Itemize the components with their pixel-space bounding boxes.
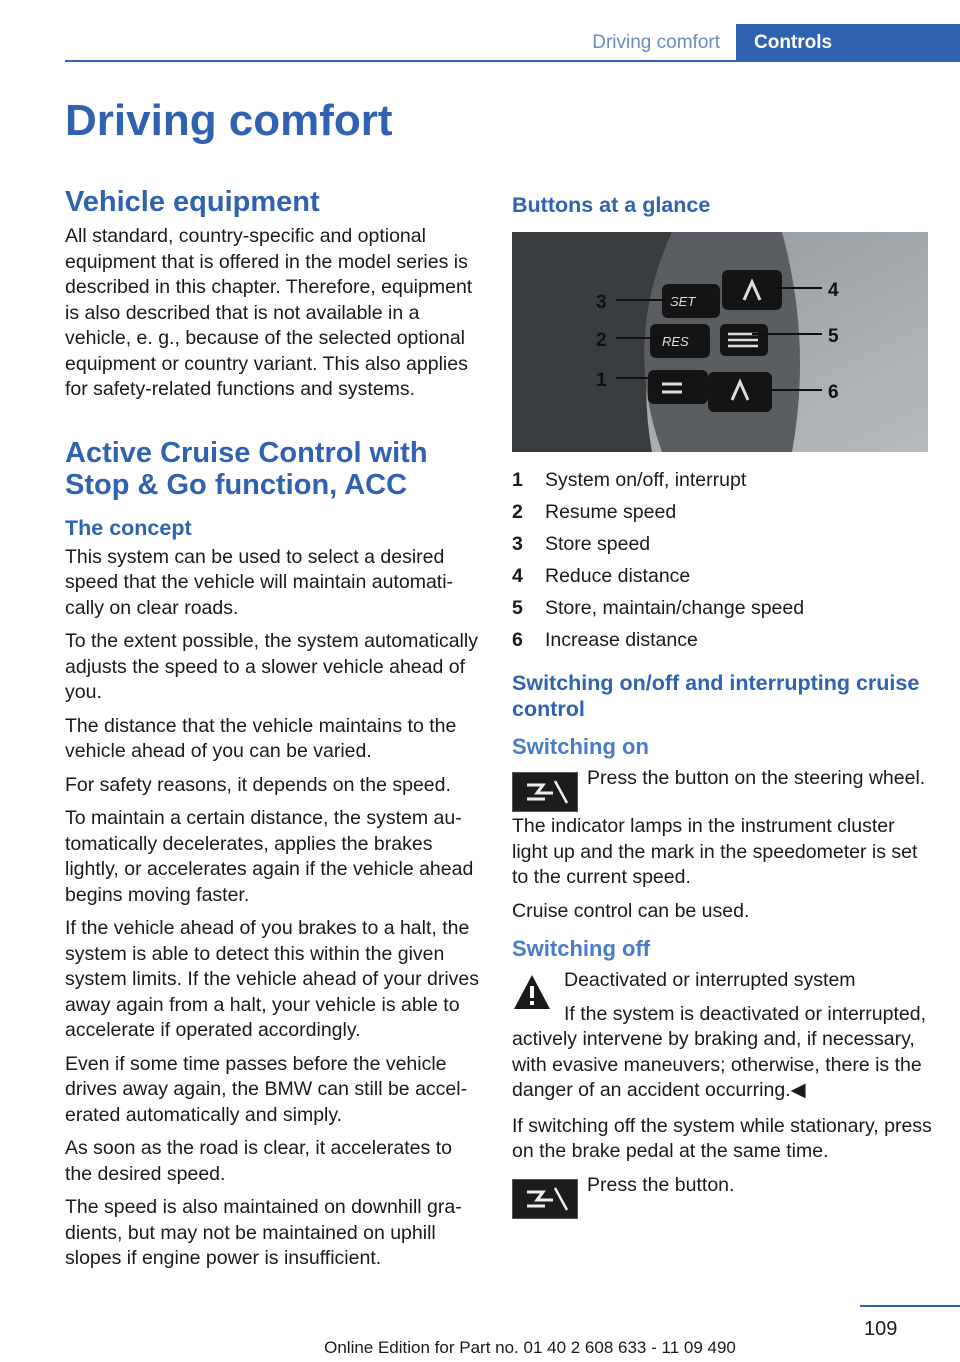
paragraph: To the extent possible, the system automatically adjusts the speed to a slower vehicle ahead of you. — [65, 630, 478, 703]
res-button-label: RES — [662, 334, 689, 349]
steering-wheel-image — [512, 232, 928, 452]
switch-on-note: Cruise control can be used. — [512, 899, 750, 922]
switch-on-text: Press the button on the steering wheel. — [587, 767, 926, 789]
concept-heading: The concept — [65, 515, 192, 540]
buttons-heading: Buttons at a glance — [512, 193, 711, 217]
callout-2: 2 — [596, 330, 607, 351]
switch-off-instruction — [512, 1173, 932, 1213]
list-item: 1 System on/off, interrupt — [512, 469, 747, 491]
switching-heading: Switching on/off and interrupting cruise control — [512, 671, 920, 721]
paragraph: To maintain a certain distance, the system automatically decelerates, applies the brakes lightly, or accelerates again if the vehicle ahead begins moving faster. — [65, 807, 474, 906]
edition-line: Online Edition for Part no. 01 40 2 608 633 - 11 09 490 — [324, 1338, 736, 1357]
vehicle-equipment-text: All standard, country-specific and optional equipment that is offered in the model series is described in this chapter. Therefore, equipment is also described that is not available in a vehicle, e. g., because of the selected optional equipment or country variant. This also applies for safety-related functions and systems. — [65, 225, 473, 400]
cruise-control-button-icon — [512, 1179, 578, 1219]
warning-triangle-icon — [512, 972, 552, 1012]
set-button-label: SET — [670, 294, 696, 309]
list-item: 5 Store, maintain/change speed — [512, 597, 805, 619]
cruise-control-button-icon — [512, 772, 578, 812]
page-title: Driving comfort — [65, 96, 393, 145]
paragraph: If the vehicle ahead of you brakes to a halt, the system is able to detect this within the given system limits. If the vehicle ahead of your drives away again from a halt, your vehicle is able to accelerate if operated accordingly. — [65, 917, 480, 1041]
vehicle-equipment-heading: Vehicle equipment — [65, 186, 320, 218]
switching-on-heading: Switching on — [512, 734, 649, 759]
paragraph: For safety reasons, it depends on the speed. — [65, 773, 451, 796]
switch-off-press-text: Press the button. — [587, 1173, 735, 1196]
paragraph: The distance that the vehicle maintains to the vehicle ahead of you can be varied. — [65, 714, 457, 762]
warning-block — [512, 968, 932, 1104]
warning-title: Deactivated or interrupted system — [564, 969, 856, 991]
acc-heading: Active Cruise Control with Stop & Go function, ACC — [65, 436, 428, 501]
paragraph: As soon as the road is clear, it accelerates to the desired speed. — [65, 1137, 452, 1185]
list-item: 2 Resume speed — [512, 501, 677, 523]
switch-on-instruction — [512, 766, 932, 806]
list-item: 6 Increase distance — [512, 629, 698, 651]
page-header — [0, 24, 960, 62]
header-section: Driving comfort — [592, 32, 720, 53]
paragraph: The speed is also maintained on downhill gradients, but may not be maintained on uphill slopes if engine power is insufficient. — [65, 1196, 462, 1269]
callout-1: 1 — [596, 370, 607, 391]
callout-6: 6 — [828, 382, 839, 403]
header-tab: Controls — [736, 24, 960, 62]
paragraph: This system can be used to select a desired speed that the vehicle will maintain automatically on clear roads. — [65, 545, 454, 619]
left-column — [65, 186, 483, 1280]
callout-3: 3 — [596, 292, 607, 313]
switch-off-text: If switching off the system while stationary, press on the brake pedal at the same time. — [512, 1114, 932, 1162]
steering-wheel-illustration — [512, 232, 928, 452]
callout-5: 5 — [828, 326, 839, 347]
switch-on-result: The indicator lamps in the instrument cluster light up and the mark in the speedometer is set to the current speed. — [512, 815, 918, 888]
list-item: 3 Store speed — [512, 533, 651, 555]
callout-4: 4 — [828, 280, 839, 301]
switching-off-heading: Switching off — [512, 936, 651, 961]
list-item: 4 Reduce distance — [512, 565, 691, 587]
warning-text: If the system is deactivated or interrupted, actively intervene by braking and, if necessary, with evasive maneuvers; otherwise, there is the danger of an accident occurring.◀ — [512, 1002, 927, 1101]
button-legend — [512, 464, 932, 656]
page-number: 109 — [864, 1318, 898, 1340]
footer-rule — [860, 1305, 960, 1307]
paragraph: Even if some time passes before the vehicle drives away again, the BMW can still be accelerated automatically and simply. — [65, 1052, 468, 1126]
right-column — [512, 186, 932, 1221]
